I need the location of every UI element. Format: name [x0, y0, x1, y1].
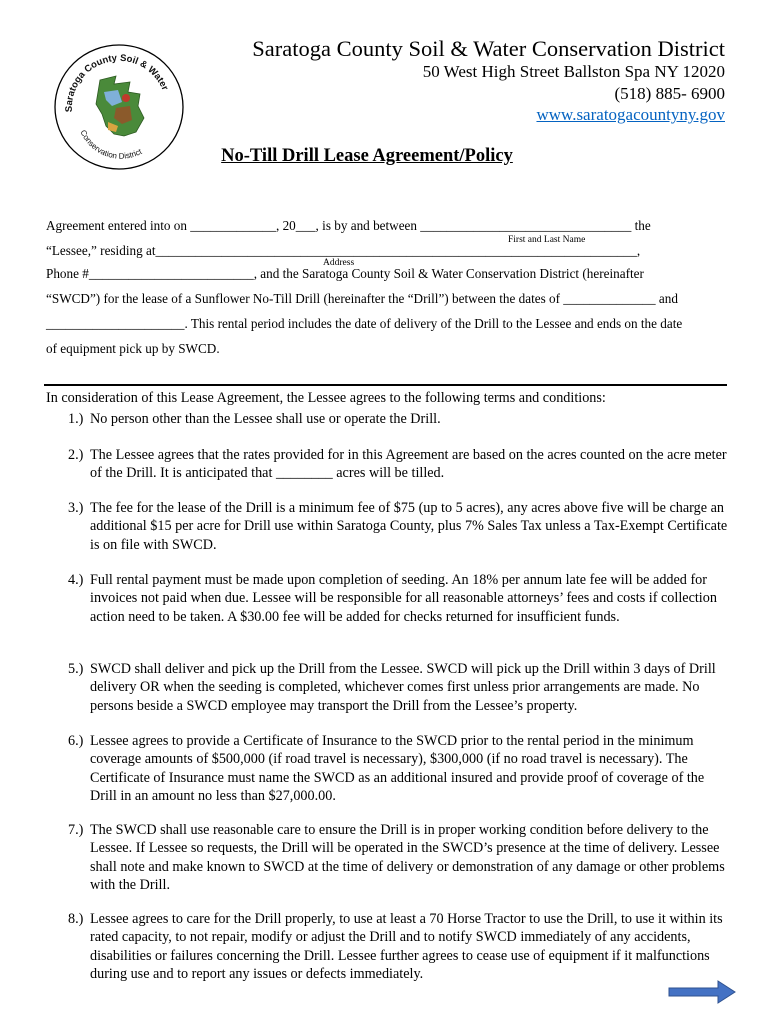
list-item: [68, 732, 728, 805]
website-link[interactable]: www.saratogacountyny.gov: [536, 105, 725, 124]
term-number: 5.): [68, 661, 84, 677]
logo-text-top: Saratoga County Soil & Water: [63, 52, 171, 113]
organization-name: Saratoga County Soil & Water Conservation District: [252, 36, 725, 61]
term-text: The Lessee agrees that the rates provided for in this Agreement are based on the acres counted on the acre meter of the Drill. It is anticipated that ________ acres will be tilled.: [90, 447, 727, 482]
intro-line-6: of equipment pick up by SWCD.: [46, 341, 220, 356]
term-text: No person other than the Lessee shall use or operate the Drill.: [90, 411, 441, 427]
intro-line-5: _____________________. This rental period includes the date of delivery of the Drill to the Lessee and ends on the date: [46, 316, 683, 331]
list-item: [68, 910, 728, 983]
organization-address: 50 West High Street Ballston Spa NY 12020: [422, 62, 725, 81]
caption-first-last-name: First and Last Name: [508, 235, 586, 245]
list-item: [68, 410, 728, 428]
term-text: The fee for the lease of the Drill is a minimum fee of $75 (up to 5 acres), any acres above five will be charge an additional $15 per acre for Drill use within Saratoga County, plus 7% Sales Tax unless a Tax-Exempt Certificate is on file with SWCD.: [90, 500, 728, 553]
term-number: 6.): [68, 733, 84, 749]
list-item: [68, 660, 728, 715]
intro-line-1: Agreement entered into on _____________, 20___, is by and between ________________________________ the: [46, 218, 651, 233]
intro-line-3: Phone #_________________________, and the Saratoga County Soil & Water Conservation District (hereinafter: [46, 266, 644, 281]
term-text: Lessee agrees to care for the Drill properly, to use at least a 70 Horse Tractor to use the Drill, to use it within its rated capacity, to not repair, modify or adjust the Drill and to notify SWCD immediately of any accidents, disabilities or failures concerning the Drill. Lessee further agrees to cease use of equipment if it malfunctions during use and to report any issues or defects immediately.: [90, 911, 723, 982]
term-number: 4.): [68, 572, 84, 588]
term-number: 3.): [68, 500, 84, 516]
list-item: [68, 446, 728, 483]
caption-address: Address: [323, 258, 355, 268]
list-item: [68, 821, 728, 894]
section-divider: [44, 384, 727, 386]
intro-line-2: “Lessee,” residing at_________________________________________________________________________,: [46, 243, 641, 258]
term-number: 8.): [68, 911, 84, 927]
term-text: Full rental payment must be made upon completion of seeding. An 18% per annum late fee will be added for invoices not paid when due. Lessee will be responsible for all reasonable attorneys’ fees and costs if collection action need to be taken. A $30.00 fee will be added for checks returned for insufficient funds.: [90, 572, 717, 625]
list-item: [68, 499, 728, 554]
term-text: SWCD shall deliver and pick up the Drill from the Lessee. SWCD will pick up the Drill within 3 days of Drill delivery OR when the seeding is completed, whichever comes first unless prior arrangements are made. No persons beside a SWCD employee may transport the Drill from the Lessee’s property.: [90, 661, 716, 714]
term-number: 7.): [68, 822, 84, 838]
term-text: Lessee agrees to provide a Certificate of Insurance to the SWCD prior to the rental period in the minimum coverage amounts of $500,000 (if road travel is necessary), $300,000 (if no road travel is necessary). The Certificate of Insurance must name the SWCD as an additional insured and provide proof of coverage of the Drill in an amount no less than $27,000.00.: [90, 733, 705, 804]
consideration-statement: In consideration of this Lease Agreement, the Lessee agrees to the following terms and conditions:: [46, 390, 606, 406]
intro-line-4: “SWCD”) for the lease of a Sunflower No-Till Drill (hereinafter the “Drill”) between the dates of ______________ and: [46, 291, 678, 306]
term-number: 1.): [68, 411, 84, 427]
term-number: 2.): [68, 447, 84, 463]
page-title: No-Till Drill Lease Agreement/Policy: [221, 146, 513, 166]
list-item: [68, 571, 728, 626]
term-text: The SWCD shall use reasonable care to ensure the Drill is in proper working condition before delivery to the Lessee. If Lessee so requests, the Drill will be operated in the SWCD’s presence at the time of delivery. Lessee shall note and make known to SWCD at the time of delivery or demonstration of any damage or other problems with the Drill.: [90, 822, 725, 893]
logo-text-bottom: Conservation District: [78, 128, 144, 161]
next-page-arrow-icon[interactable]: [668, 980, 736, 1004]
organization-phone: (518) 885- 6900: [614, 84, 725, 103]
